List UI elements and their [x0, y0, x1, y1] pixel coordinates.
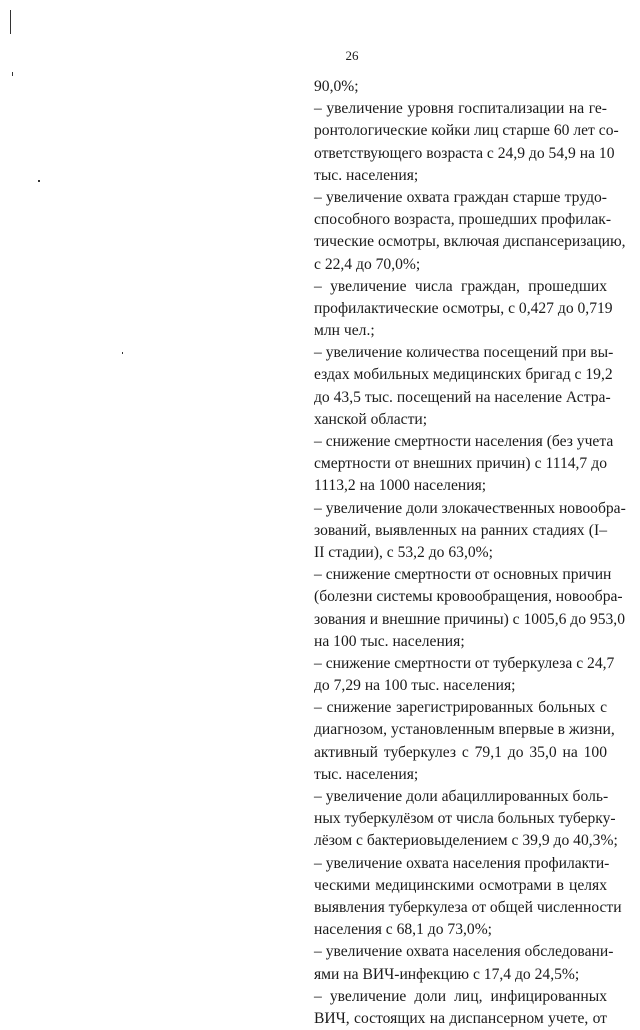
- text-line: выявления туберкулеза от общей численности: [314, 898, 622, 916]
- text-line: профилактические осмотры, с 0,427 до 0,719: [314, 299, 613, 317]
- text-line: – увеличение количества посещений при вы-: [314, 344, 614, 362]
- text-line: ных туберкулёзом от числа больных туберку-: [314, 810, 616, 828]
- text-line: смертности от внешних причин) с 1114,7 до: [314, 455, 607, 473]
- text-line: активный туберкулез с 79,1 до 35,0 на 100: [314, 743, 607, 761]
- text-line: – снижение смертности населения (без учета: [314, 433, 614, 450]
- text-line: – увеличение охвата населения профилакти-: [314, 854, 610, 872]
- text-line: – увеличение доли злокачественных новообра-: [314, 499, 626, 517]
- page-number: 26: [345, 48, 359, 63]
- text-line: – увеличение охвата граждан старше трудо-: [314, 188, 607, 206]
- text-line: диагнозом, установленным впервые в жизни,: [314, 721, 615, 739]
- text-line: – увеличение охвата населения обследовани-: [314, 943, 614, 961]
- scan-artifact-line: [10, 10, 11, 34]
- text-line: ответствующего возраста с 24,9 до 54,9 на 10: [314, 144, 615, 162]
- scan-artifact-dot: [38, 180, 40, 182]
- text-line: населения с 68,1 до 73,0%;: [314, 921, 493, 939]
- text-line: 1113,2 на 1000 населения;: [314, 477, 487, 495]
- text-line: ездах мобильных медицинских бригад с 19,2: [314, 366, 613, 384]
- text-line: млн чел.;: [314, 322, 375, 340]
- text-line: – увеличение доли лиц, инфицированных: [314, 987, 607, 1005]
- text-line: до 43,5 тыс. посещений на население Астра-: [314, 388, 611, 406]
- text-line: ческими медицинскими осмотрами в целях: [314, 876, 607, 894]
- text-line: (болезни системы кровообращения, новообра-: [314, 588, 623, 606]
- scan-artifact-dot: [122, 352, 123, 354]
- text-line: ВИЧ, состоящих на диспансерном учете, от: [314, 1009, 607, 1027]
- text-line: лёзом с бактериовыделением с 39,9 до 40,3%;: [314, 832, 618, 850]
- text-line: ями на ВИЧ-инфекцию с 17,4 до 24,5%;: [314, 965, 580, 983]
- text-line: зования и внешние причины) с 1005,6 до 953,0: [314, 610, 625, 628]
- scan-artifact-dot: [12, 72, 13, 76]
- text-line: – снижение смертности от туберкулеза с 24,7: [314, 654, 615, 672]
- text-line: – увеличение уровня госпитализации на ге-: [314, 100, 607, 118]
- text-line: – увеличение доли абациллированных боль-: [314, 788, 609, 805]
- text-line: тыс. населения;: [314, 166, 419, 184]
- text-line: 90,0%;: [314, 78, 359, 95]
- text-line: до 7,29 на 100 тыс. населения;: [314, 677, 516, 695]
- text-line: тыс. населения;: [314, 765, 419, 783]
- body-text: [314, 76, 626, 1030]
- text-line: на 100 тыс. населения;: [314, 632, 465, 650]
- text-line: с 22,4 до 70,0%;: [314, 255, 421, 273]
- text-line: – увеличение числа граждан, прошедших: [314, 277, 607, 295]
- text-line: способного возраста, прошедших профилак-: [314, 211, 612, 229]
- text-line: II стадии), с 53,2 до 63,0%;: [314, 543, 493, 561]
- text-line: – снижение смертности от основных причин: [314, 566, 612, 584]
- text-line: ронтологические койки лиц старше 60 лет со-: [314, 122, 619, 140]
- text-line: – снижение зарегистрированных больных с: [314, 699, 607, 717]
- text-line: зований, выявленных на ранних стадиях (I–: [314, 521, 607, 539]
- text-line: тические осмотры, включая диспансеризацию,: [314, 233, 626, 251]
- text-line: ханской области;: [314, 410, 428, 428]
